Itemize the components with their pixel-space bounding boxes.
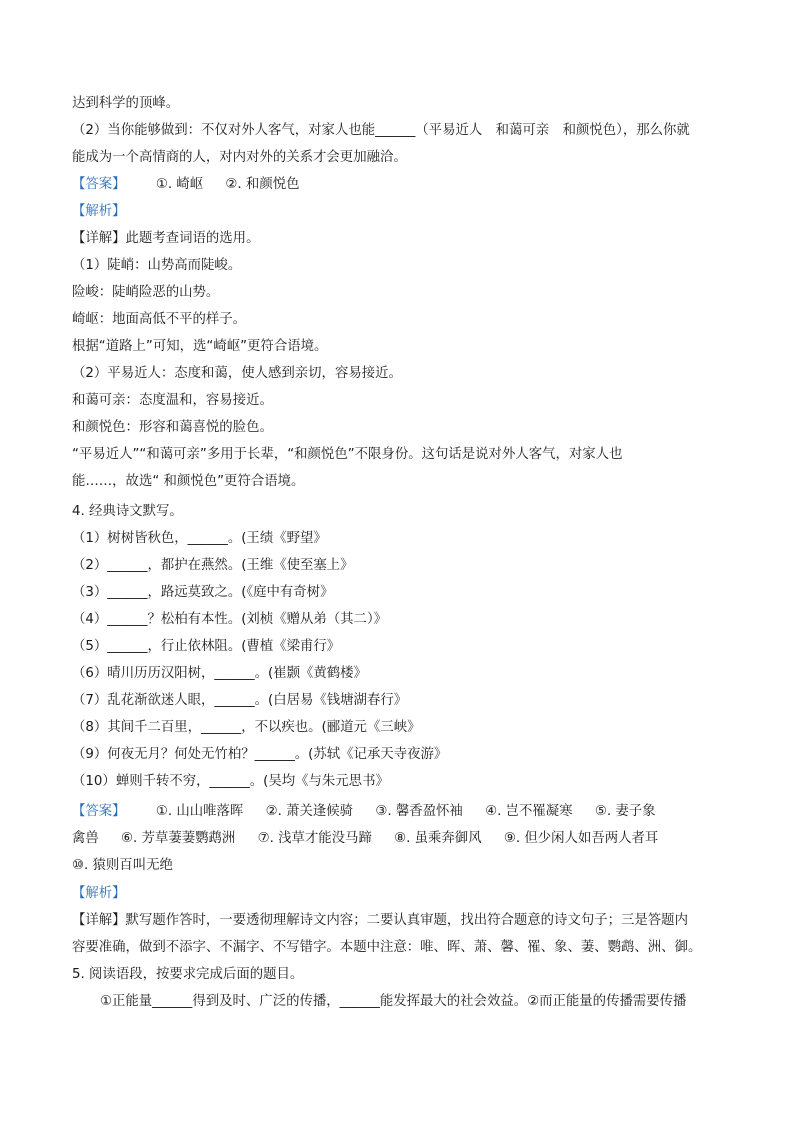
analysis-label: 【解析】 xyxy=(72,204,126,219)
answer-row-4 xyxy=(72,856,732,876)
answer-row-1 xyxy=(72,175,732,195)
text-line: 达到科学的顶峰。 xyxy=(72,96,180,111)
poem-item: （1）树树皆秋色，______。(王绩《野望》 xyxy=(72,531,327,546)
answer-item: ⑤. 妻子象 xyxy=(594,804,656,819)
answer-item: ④. 岂不罹凝寒 xyxy=(485,804,573,819)
answer-item: ⑧. 虽乘奔御风 xyxy=(394,831,482,846)
answer-row-3 xyxy=(72,829,732,849)
answer-item: ③. 馨香盈怀袖 xyxy=(375,804,463,819)
poem-item: （8）其间千二百里，______，不以疾也。(郦道元《三峡》 xyxy=(72,720,421,735)
poem-item: （6）晴川历历汉阳树，______。(崔颢《黄鹤楼》 xyxy=(72,666,367,681)
answer-item: ①. 山山唯落晖 xyxy=(155,804,244,819)
poem-item: （9）何夜无月？何处无竹柏？______。(苏轼《记承天寺夜游》 xyxy=(72,747,448,762)
poem-item: （4）______？松柏有本性。(刘桢《赠从弟（其二）》 xyxy=(72,612,388,627)
text-line: 能……，故选“ 和颜悦色”更符合语境。 xyxy=(72,474,305,489)
question-2-line: （2）当你能够做到：不仅对外人客气，对家人也能______（平易近人 和蔼可亲 和颜悦色），那么你就 xyxy=(72,123,690,138)
text-line: 【详解】此题考查词语的选用。 xyxy=(72,231,260,246)
answer-label: 【答案】 xyxy=(72,804,126,819)
text-line: 和蔼可亲：态度温和，容易接近。 xyxy=(72,393,273,408)
text-line: 和颜悦色：形容和蔼喜悦的脸色。 xyxy=(72,420,273,435)
answer-label: 【答案】 xyxy=(72,177,126,192)
poem-item: （7）乱花渐欲迷人眼，______。(白居易《钱塘湖春行》 xyxy=(72,693,408,708)
text-line: 崎岖：地面高低不平的样子。 xyxy=(72,312,247,327)
text-line: （2）平易近人：态度和蔼，使人感到亲切，容易接近。 xyxy=(72,366,402,381)
text-line: 根据“道路上”可知，选“崎岖”更符合语境。 xyxy=(72,339,328,354)
answer-row-2 xyxy=(72,802,732,822)
answer-item: ①. 崎岖 xyxy=(155,177,204,192)
text-line: 【详解】默写题作答时，一要透彻理解诗文内容；二要认真审题，找出符合题意的诗文句子；三是答题内 xyxy=(72,913,688,928)
poem-item: （5）______，行止依林阻。(曹植《梁甫行》 xyxy=(72,639,341,654)
text-line: （1）陡峭：山势高而陡峻。 xyxy=(72,258,242,273)
answer-item: ⑥. 芳草萋萋鹦鹉洲 xyxy=(121,831,236,846)
answer-item: ②. 萧关逢候骑 xyxy=(265,804,354,819)
answer-item: 禽兽 xyxy=(72,831,99,846)
text-line: 能成为一个高情商的人，对内对外的关系才会更加融洽。 xyxy=(72,150,407,165)
answer-item: ②. 和颜悦色 xyxy=(225,177,300,192)
question-4-title: 4. 经典诗文默写。 xyxy=(72,504,183,519)
text-line: 险峻：陡峭险恶的山势。 xyxy=(72,285,220,300)
poem-item: （10）蝉则千转不穷，______。(吴均《与朱元思书》 xyxy=(72,774,389,789)
question-5-title: 5. 阅读语段，按要求完成后面的题目。 xyxy=(72,967,304,982)
text-line: 容要准确，做到不添字、不漏字、不写错字。本题中注意：唯、晖、萧、馨、罹、象、萋、鹦鹉、洲、御。 xyxy=(72,940,702,955)
poem-item: （3）______，路远莫致之。(《庭中有奇树》 xyxy=(72,585,334,600)
text-line: “平易近人”“和蔼可亲”多用于长辈，“和颜悦色”不限身份。这句话是说对外人客气，对家人也 xyxy=(72,447,623,462)
poem-item: （2）______，都护在燕然。(王维《使至塞上》 xyxy=(72,558,354,573)
passage-line: ①正能量______得到及时、广泛的传播，______能发挥最大的社会效益。②而正能量的传播需要传播 xyxy=(100,994,687,1009)
answer-item: ⑨. 但少闲人如吾两人者耳 xyxy=(503,831,659,846)
answer-item: ⑩. 猿则百叫无绝 xyxy=(72,858,173,873)
analysis-label: 【解析】 xyxy=(72,886,126,901)
answer-item: ⑦. 浅草才能没马蹄 xyxy=(257,831,372,846)
